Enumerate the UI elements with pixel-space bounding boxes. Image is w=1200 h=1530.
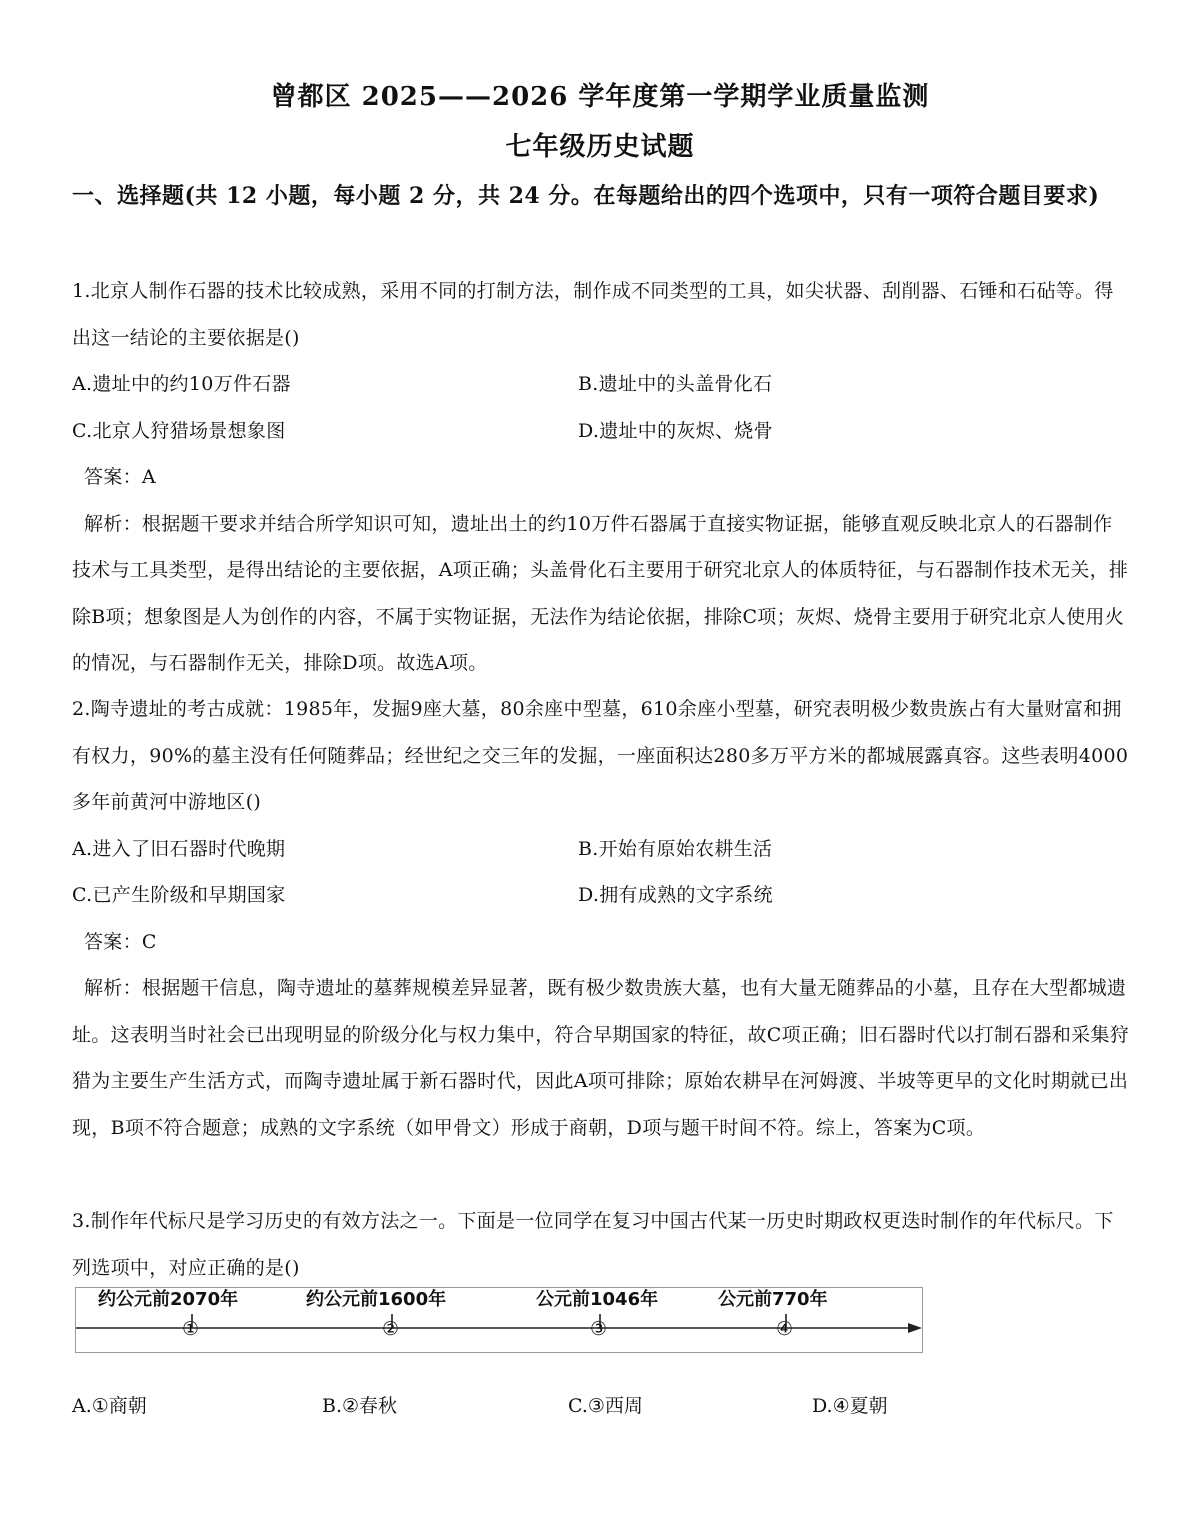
option-b: B.遗址中的头盖骨化石 xyxy=(578,373,773,395)
question-2 xyxy=(72,686,1130,1151)
timeline-marker-2: ② xyxy=(382,1318,400,1340)
timeline-arrow xyxy=(908,1323,922,1333)
timeline-label-2: 约公元前1600年 xyxy=(306,1289,447,1310)
option-d: D.④夏朝 xyxy=(812,1395,888,1417)
option-a: A.遗址中的约10万件石器 xyxy=(72,373,291,395)
option-a: A.进入了旧石器时代晚期 xyxy=(72,837,286,860)
option-c: C.已产生阶级和早期国家 xyxy=(72,884,286,906)
question-3-options xyxy=(72,1383,1130,1429)
timeline-figure xyxy=(75,1287,923,1353)
question-options xyxy=(72,826,1130,919)
option-d: D.遗址中的灰烬、烧骨 xyxy=(578,419,773,442)
explanation: 解析：根据题干信息，陶寺遗址的墓葬规模差异显著，既有极少数贵族大墓，也有大量无随葬品的小墓，且存在大型都城遗址。这表明当时社会已出现明显的阶级分化与权力集中，符合早期国家的特征，故C项正确；旧石器时代以打制石器和采集狩猎为主要生产生活方式，而陶寺遗址属于新石器时代，因此A项可排除；原始农耕早在河姆渡、半坡等更早的文化时期就已出现，B项不符合题意；成熟的文字系统（如甲骨文）形成于商朝，D项与题干时间不符。综上，答案为C项。 xyxy=(72,977,1130,1139)
exam-title: 曾都区 2025——2026 学年度第一学期学业质量监测 xyxy=(270,82,930,112)
timeline-label-3: 公元前1046年 xyxy=(536,1289,659,1310)
answer: 答案：C xyxy=(84,930,157,953)
option-b: B.开始有原始农耕生活 xyxy=(578,837,773,860)
timeline-marker-4: ④ xyxy=(776,1318,794,1340)
answer: 答案：A xyxy=(84,466,156,488)
option-c: C.③西周 xyxy=(568,1395,643,1417)
option-a: A.①商朝 xyxy=(72,1395,147,1417)
timeline-marker-1: ① xyxy=(182,1318,200,1340)
section-heading: 一、选择题(共 12 小题，每小题 2 分，共 24 分。在每题给出的四个选项中，只有一项符合题目要求) xyxy=(72,183,1100,209)
question-3 xyxy=(72,1198,1130,1291)
timeline-marker-3: ③ xyxy=(590,1318,608,1340)
option-b: B.②春秋 xyxy=(322,1395,398,1417)
exam-subtitle: 七年级历史试题 xyxy=(505,132,695,162)
question-stem: 3.制作年代标尺是学习历史的有效方法之一。下面是一位同学在复习中国古代某一历史时期政权更迭时制作的年代标尺。下列选项中，对应正确的是() xyxy=(72,1210,1114,1279)
option-d: D.拥有成熟的文字系统 xyxy=(578,884,773,906)
timeline-label-1: 约公元前2070年 xyxy=(98,1289,239,1310)
question-stem: 2.陶寺遗址的考古成就：1985年，发掘9座大墓，80余座中型墓，610余座小型墓，研究表明极少数贵族占有大量财富和拥有权力，90%的墓主没有任何随葬品；经世纪之交三年的发掘，一座面积达280多万平方米的都城展露真容。这些表明4000多年前黄河中游地区() xyxy=(72,698,1129,813)
timeline-label-4: 公元前770年 xyxy=(718,1289,828,1310)
question-options xyxy=(72,361,1130,454)
option-c: C.北京人狩猎场景想象图 xyxy=(72,419,286,442)
question-stem: 1.北京人制作石器的技术比较成熟，采用不同的打制方法，制作成不同类型的工具，如尖状器、刮削器、石锤和石砧等。得出这一结论的主要依据是() xyxy=(72,280,1114,349)
question-1 xyxy=(72,268,1130,687)
explanation: 解析：根据题干要求并结合所学知识可知，遗址出土的约10万件石器属于直接实物证据，能够直观反映北京人的石器制作技术与工具类型，是得出结论的主要依据，A项正确；头盖骨化石主要用于研究北京人的体质特征，与石器制作技术无关，排除B项；想象图是人为创作的内容，不属于实物证据，无法作为结论依据，排除C项；灰烬、烧骨主要用于研究北京人使用火的情况，与石器制作无关，排除D项。故选A项。 xyxy=(72,512,1129,674)
